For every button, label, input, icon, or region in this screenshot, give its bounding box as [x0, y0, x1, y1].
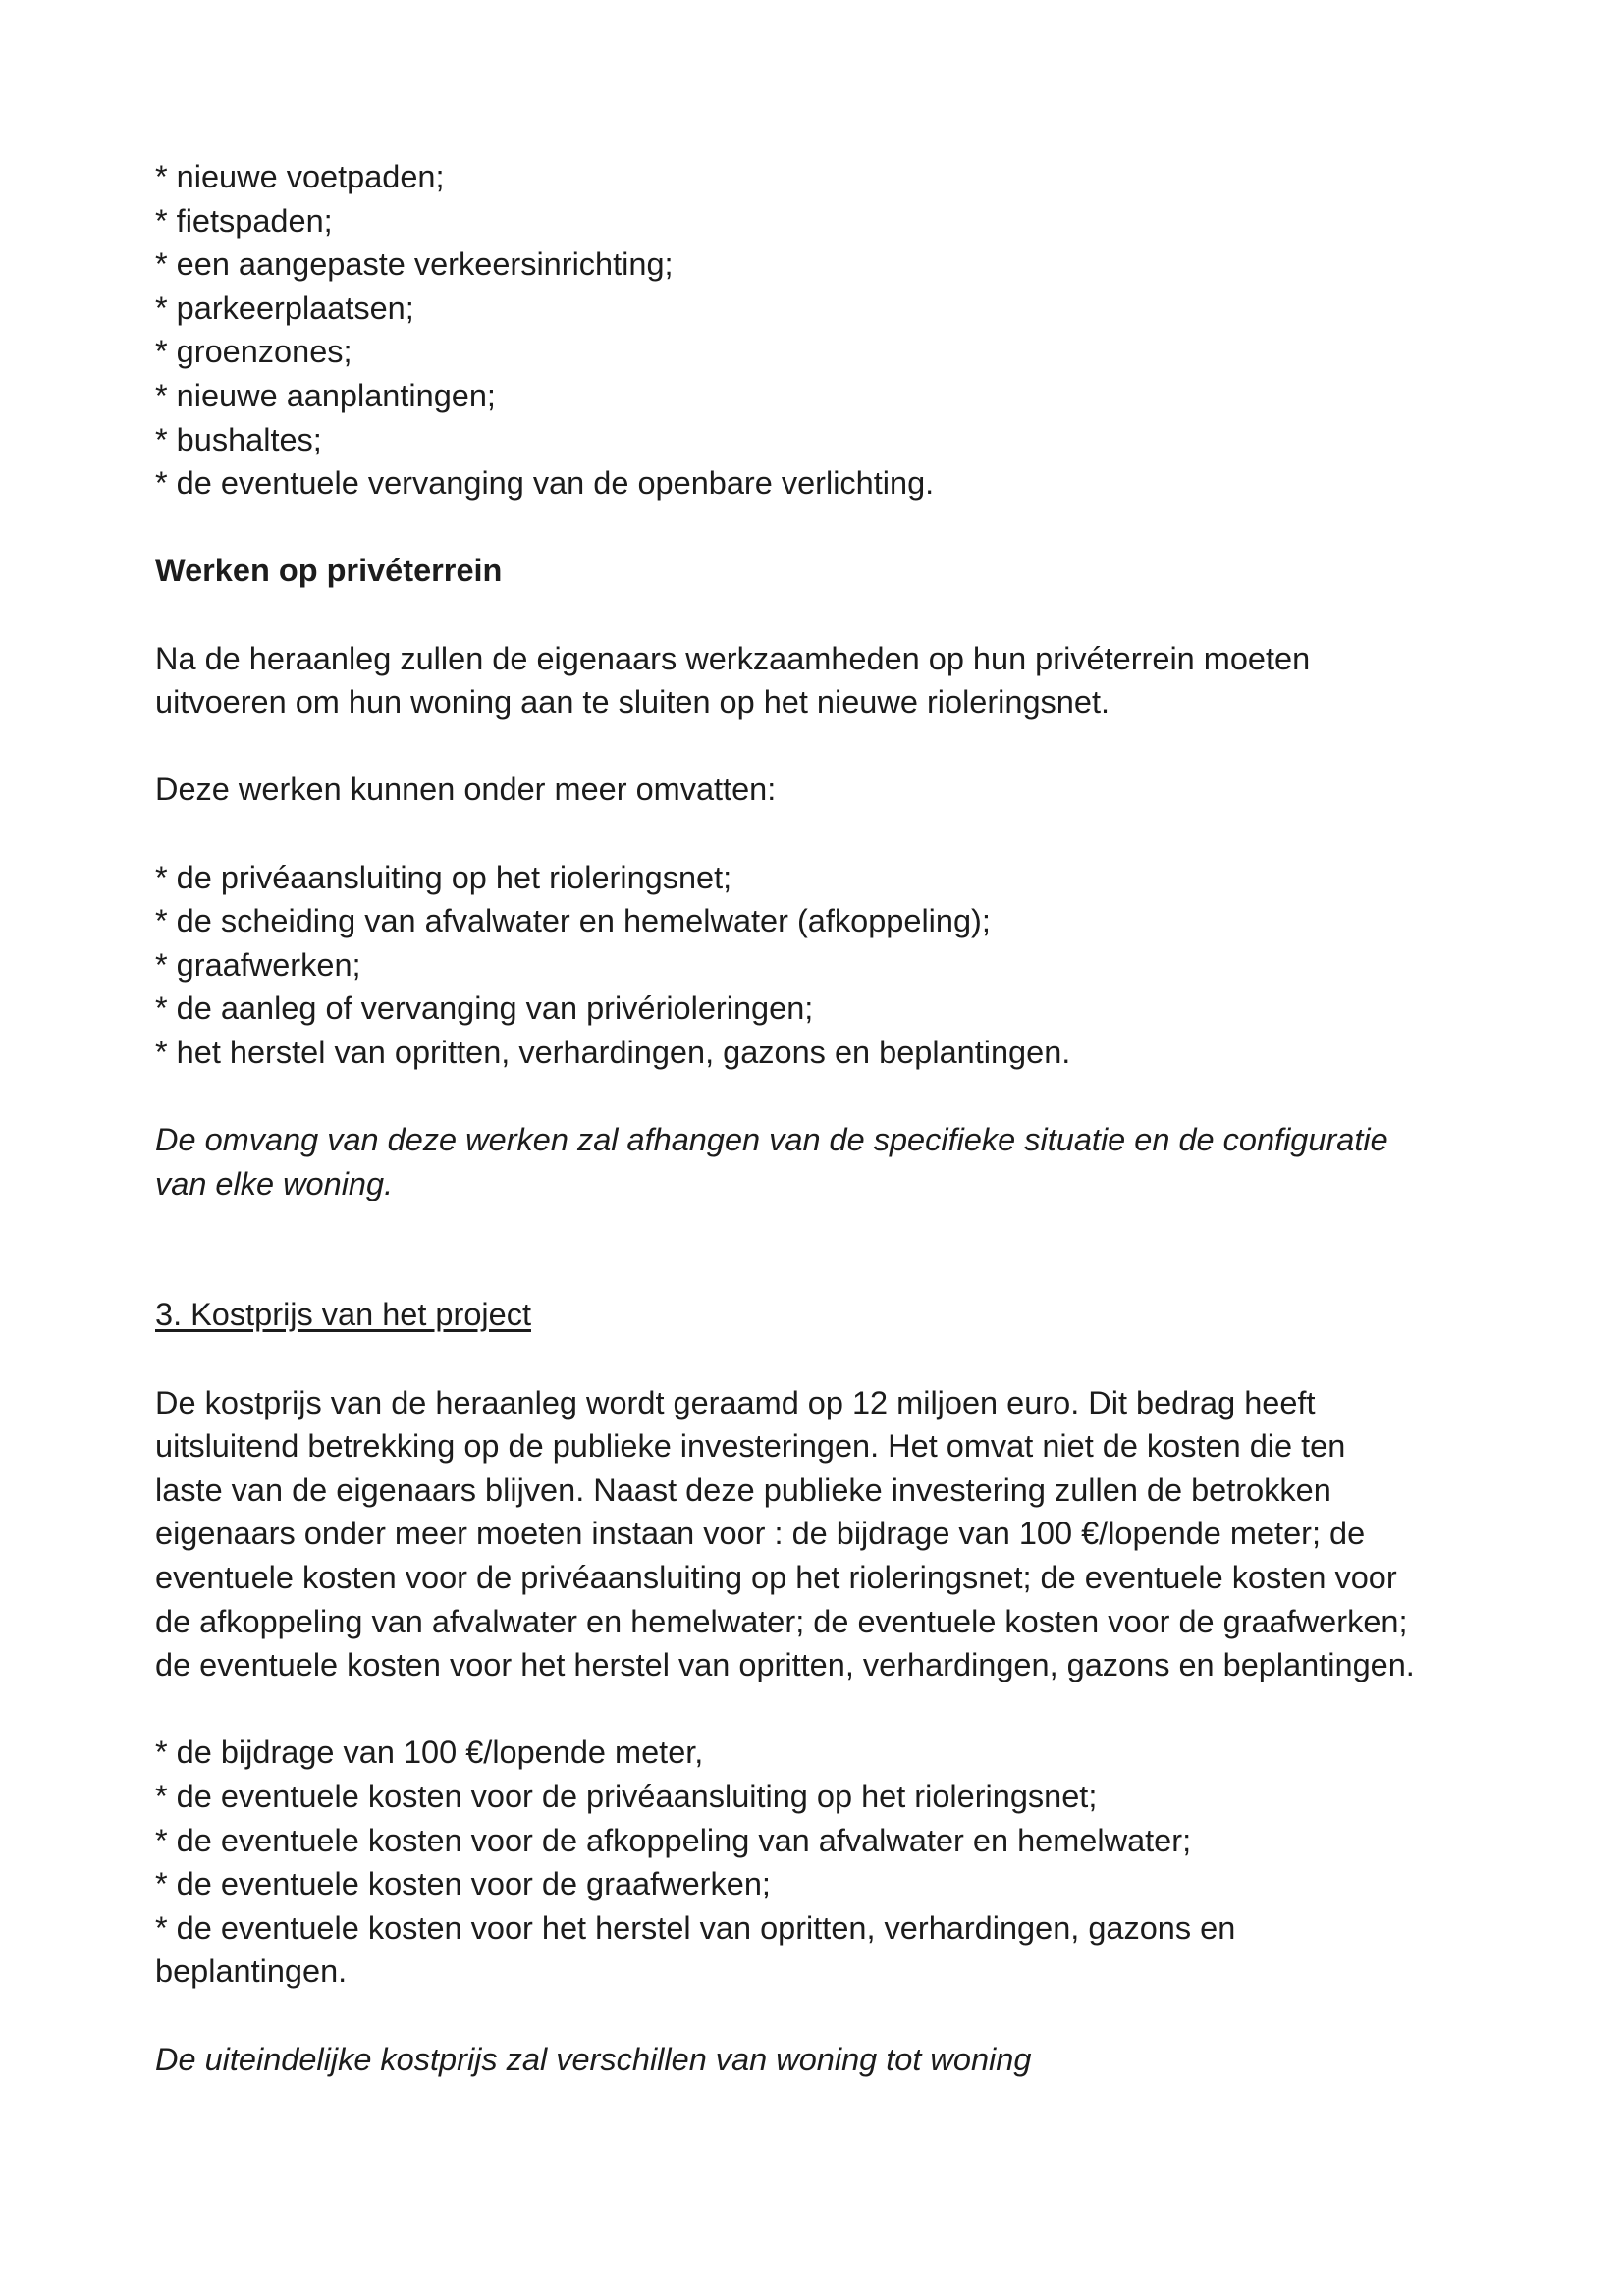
paragraph-line: eigenaars onder meer moeten instaan voor : de bijdrage van 100 €/lopende meter; de [155, 1516, 1366, 1552]
paragraph-line: de eventuele kosten voor het herstel van opritten, verhardingen, gazons en beplantingen. [155, 1647, 1415, 1683]
list-item: * de eventuele vervanging van de openbare verlichting. [155, 465, 935, 502]
paragraph-line: uitvoeren om hun woning aan te sluiten op het nieuwe rioleringsnet. [155, 684, 1110, 721]
list-item: * de eventuele kosten voor de afkoppeling van afvalwater en hemelwater; [155, 1822, 1192, 1858]
project-cost-note: De uiteindelijke kostprijs zal verschillen van woning tot woning [155, 2041, 1032, 2077]
note-line: van elke woning. [155, 1165, 394, 1201]
list-item: * groenzones; [155, 334, 352, 370]
list-item: * fietspaden; [155, 202, 333, 239]
spacer [155, 1205, 1500, 1250]
paragraph-line: De kostprijs van de heraanleg wordt geraamd op 12 miljoen euro. Dit bedrag heeft [155, 1384, 1316, 1420]
list-item: * de aanleg of vervanging van privérioleringen; [155, 990, 814, 1027]
list-item: * nieuwe voetpaden; [155, 159, 445, 194]
list-item: * een aangepaste verkeersinrichting; [155, 246, 674, 283]
paragraph-line: de afkoppeling van afvalwater en hemelwater; de eventuele kosten voor de graafwerken; [155, 1603, 1408, 1639]
section-heading-private-works: Werken op privéterrein [155, 553, 503, 589]
paragraph-line: Na de heraanleg zullen de eigenaars werkzaamheden op hun privéterrein moeten [155, 640, 1311, 676]
private-works-list [155, 856, 1500, 1075]
project-cost-list [155, 1731, 1500, 1994]
paragraph-line: eventuele kosten voor de privéaansluiting op het rioleringsnet; de eventuele kosten voor [155, 1560, 1397, 1595]
list-item: * graafwerken; [155, 946, 361, 983]
note-line: De omvang van deze werken zal afhangen van de specifieke situatie en de configuratie [155, 1122, 1388, 1158]
spacer [155, 506, 1500, 550]
list-item: * nieuwe aanplantingen; [155, 377, 496, 413]
private-works-note [155, 1118, 1500, 1205]
paragraph-line: laste van de eigenaars blijven. Naast deze publieke investering zullen de betrokken [155, 1471, 1331, 1508]
spacer [155, 1074, 1500, 1118]
list-item: * bushaltes; [155, 421, 322, 457]
private-works-intro: Deze werken kunnen onder meer omvatten: [155, 772, 777, 808]
list-item: * de scheiding van afvalwater en hemelwater (afkoppeling); [155, 903, 991, 939]
spacer [155, 593, 1500, 637]
list-item: * de eventuele kosten voor het herstel van opritten, verhardingen, gazons en [155, 1909, 1236, 1946]
list-item: * de eventuele kosten voor de graafwerken; [155, 1866, 771, 1902]
paragraph-line: uitsluitend betrekking op de publieke investeringen. Het omvat niet de kosten die ten [155, 1428, 1346, 1465]
list-item: * de privéaansluiting op het rioleringsnet; [155, 859, 732, 895]
spacer [155, 1994, 1500, 2038]
project-cost-paragraph [155, 1381, 1500, 1687]
list-item-continuation: beplantingen. [155, 1953, 348, 1990]
list-item: * het herstel van opritten, verhardingen, gazons en beplantingen. [155, 1034, 1071, 1070]
list-item: * de bijdrage van 100 €/lopende meter, [155, 1735, 704, 1771]
private-works-paragraph [155, 637, 1500, 724]
spacer [155, 1337, 1500, 1381]
section-heading-project-cost: 3. Kostprijs van het project [155, 1297, 531, 1333]
spacer [155, 1687, 1500, 1732]
document-page [155, 155, 1500, 2081]
list-item: * de eventuele kosten voor de privéaansluiting op het rioleringsnet; [155, 1778, 1098, 1814]
public-works-list [155, 155, 1500, 506]
spacer [155, 812, 1500, 856]
spacer [155, 1250, 1500, 1294]
list-item: * parkeerplaatsen; [155, 290, 414, 326]
spacer [155, 724, 1500, 769]
